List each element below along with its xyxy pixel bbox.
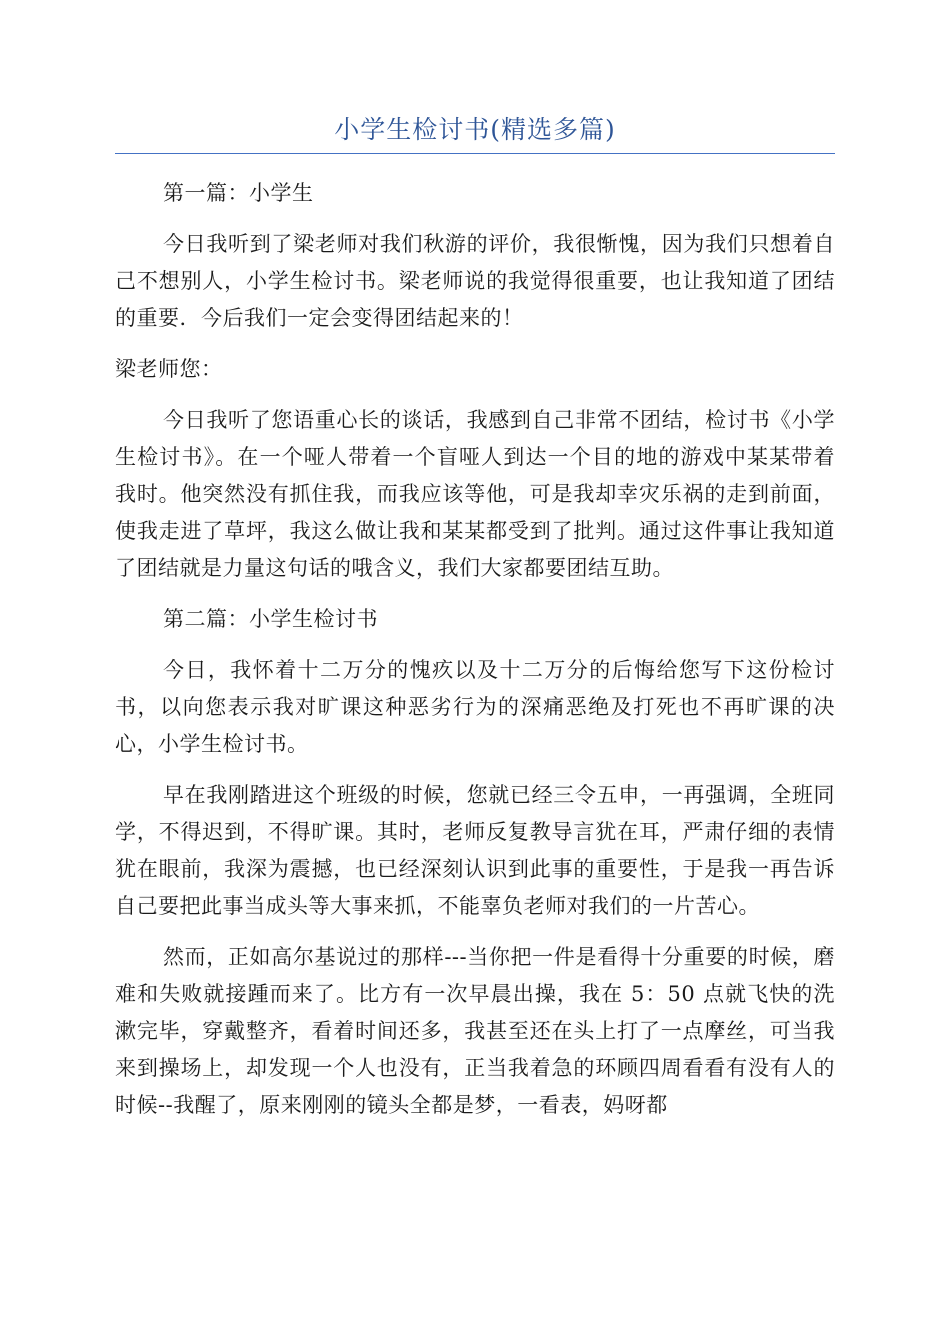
document-body bbox=[115, 175, 835, 1138]
paragraph: 然而，正如高尔基说过的那样---当你把一件是看得十分重要的时候，磨难和失败就接踵而来了。比方有一次早晨出操，我在 5：50 点就飞快的洗漱完毕，穿戴整齐，看着时间还多，我甚至还在头上打了一点摩丝，可当我来到操场上，却发现一个人也没有，正当我着急的环顾四周看看有没有人的时候--我醒了，原来刚刚的镜头全都是梦，一看表，妈呀都 bbox=[115, 945, 835, 1117]
title-underline bbox=[115, 153, 835, 154]
paragraph: 今日我听到了梁老师对我们秋游的评价，我很惭愧，因为我们只想着自己不想别人，小学生检讨书。梁老师说的我觉得很重要，也让我知道了团结的重要．今后我们一定会变得团结起来的！ bbox=[115, 232, 835, 330]
paragraph: 今日，我怀着十二万分的愧疚以及十二万分的后悔给您写下这份检讨书，以向您表示我对旷课这种恶劣行为的深痛恶绝及打死也不再旷课的决心，小学生检讨书。 bbox=[115, 658, 835, 756]
paragraph-heading-part-1: 第一篇：小学生 bbox=[163, 181, 314, 205]
paragraph-salutation: 梁老师您： bbox=[115, 357, 223, 381]
paragraph-heading-part-2: 第二篇：小学生检讨书 bbox=[163, 607, 378, 631]
paragraph: 早在我刚踏进这个班级的时候，您就已经三令五申，一再强调，全班同学，不得迟到，不得旷课。其时，老师反复教导言犹在耳，严肃仔细的表情犹在眼前，我深为震撼，也已经深刻认识到此事的重要性，于是我一再告诉自己要把此事当成头等大事来抓，不能辜负老师对我们的一片苦心。 bbox=[115, 783, 835, 918]
document-title: 小学生检讨书(精选多篇) bbox=[334, 115, 616, 144]
paragraph: 今日我听了您语重心长的谈话，我感到自己非常不团结，检讨书《小学生检讨书》。在一个哑人带着一个盲哑人到达一个目的地的游戏中某某带着我时。他突然没有抓住我，而我应该等他，可是我却幸灾乐祸的走到前面，使我走进了草坪，我这么做让我和某某都受到了批判。通过这件事让我知道了团结就是力量这句话的哦含义，我们大家都要团结互助。 bbox=[115, 408, 835, 580]
